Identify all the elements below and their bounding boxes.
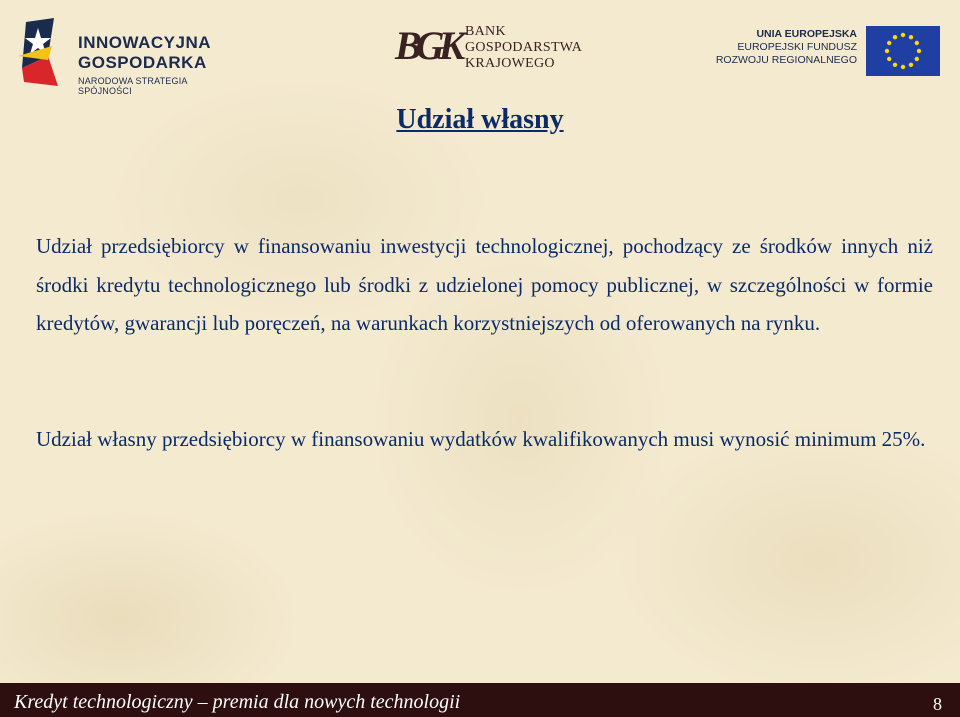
logo-center-line1: BANK	[465, 24, 506, 39]
star-logo-icon	[18, 16, 74, 88]
eu-flag-icon	[866, 26, 940, 76]
slide-title: Udział własny	[396, 104, 564, 135]
logo-right-line1: UNIA EUROPEJSKA	[756, 28, 857, 40]
logo-left-line3: NARODOWA STRATEGIA SPÓJNOŚCI	[78, 76, 188, 96]
logo-right-line3: ROZWOJU REGIONALNEGO	[715, 54, 857, 66]
eu-text	[716, 28, 857, 67]
logo-center-line3: KRAJOWEGO	[465, 56, 555, 71]
requirement-value: 25%.	[881, 427, 926, 451]
requirement-text: Udział własny przedsiębiorcy w finansowaniu wydatków kwalifikowanych musi wynosić minimum	[36, 427, 882, 451]
eu-logo	[715, 26, 945, 76]
header-logos	[0, 0, 960, 96]
bgk-monogram-icon: BGK	[395, 23, 460, 68]
logo-left-line1: INNOWACYJNA	[78, 33, 212, 52]
innowacyjna-gospodarka-text	[78, 33, 238, 96]
logo-left-line2: GOSPODARKA	[78, 53, 207, 72]
bgk-logo	[395, 22, 605, 72]
innowacyjna-gospodarka-logo	[18, 16, 238, 96]
bgk-text	[465, 24, 582, 72]
definition-paragraph: Udział przedsiębiorcy w finansowaniu inwestycji technologicznej, pochodzący ze środków innych niż środki kredytu technologicznego lub środki z udzielonej pomocy publicznej, w szczególności w formie kredytów, gwarancji lub poręczeń, na warunkach korzystniejszych od oferowanych na rynku.	[36, 234, 933, 335]
page-number: 8	[933, 694, 942, 714]
requirement-paragraph	[36, 420, 933, 459]
footer-bar	[0, 683, 960, 717]
logo-center-line2: GOSPODARSTWA	[465, 40, 583, 55]
logo-right-line2: EUROPEJSKI FUNDUSZ	[737, 41, 857, 53]
footer-title: Kredyt technologiczny – premia dla nowych technologii	[14, 691, 461, 713]
